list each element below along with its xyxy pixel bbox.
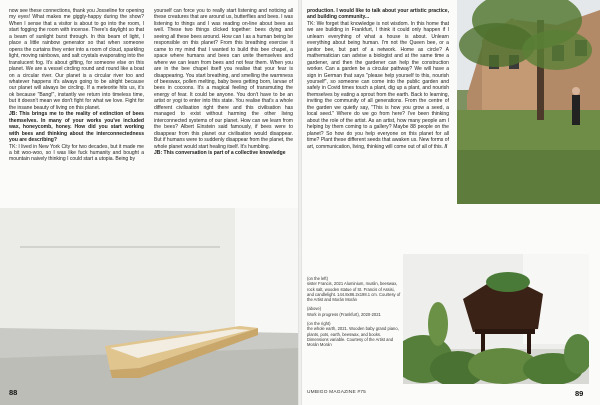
interview-question: production. I would like to talk about your artistic practice, and building community... [307,8,449,21]
page-number-right: 89 [575,389,584,398]
caption-left: (on the left) sister Francis, 2021 Aluminium, muslin, beeswax, rock salt, wooden statue of St. Francis of Assisi, and candlelight. 144.8x86.2x198.1 cm. Courtesy of the Artist and Morán Morán [307,276,401,303]
photo-house-garden [457,0,600,204]
text-column-2 [154,8,293,204]
interview-question: JB: This brings me to the reality of extinction of bees themselves. In many of your works you've included wax, honeycomb, honey. How did you start working with bees and thinking about the interconnectedness you are describing? [9,111,144,144]
text-column-3 [307,8,449,204]
paragraph: yourself can force you to really start listening and noticing all these creatures that are around us, butterflies and bees. I was listening to things and I was reading on-line about bees as well. These two things clicked together: bees dying and seeing all these bees around. How can I as a human being be responsible on this planet? From this breathing exercise it came to my mind that I wanted to build this bee chapel, a space where humans and bees can unite themselves and where we can learn from bees and not fear them. When you are in the bee chapel itself you realise that your fear is disappearing. You start breathing, and smelling the warmness of beeswax, pollen melting, baby bees getting born, larvae of bees in cocoons. It's a magical feeling of transmuting the energy of fear. It could be anyone. You don't have to be an artist or yogi to enter into this state. You realise that's a whole different civilisation right there and this civilisation has managed to exist without harming the other living interconnected systems of our planet. How can we learn from the bees? Albert Einstein said famously, if bees were to disappear from this planet our civilisation would disappear. But if humans were to suddenly disappear from the planet, the whole planet would start healing itself. It's humbling. [154,8,293,150]
paragraph: TK: We forget that knowledge is not wisdom. In this home that we are building in Frankfurt, I think it could only happen if I unlearn everything of what a house is about. Unlearn everything about being human. I'm not the Queen bee, or a janitor bee, but part of a network. Home as circle? A mathematician can advise a biologist and at the same time a gardener, and then the gardener can help the construction worker. Can a garden be a circular pathway? We will have a sign in German that says "please help yourself to this, nourish yourself", so someone can come into the public garden and safely in Covid times touch a plant, dig up a plant, and nourish themselves by eating a sprout from the earth. Back to learning, inviting the community of all generations. From the centre of the garden we quietly say, "This is how you grow a seed, a local seed." Where do we go from here? I've been thinking about the role of the artist. As an artist, how many people am I helping by them coming to a gallery? Maybe 88 people on the planet? So how do you help everyone on this planet for all time? Plant these different seeds that awaken us. New forms of art, communication, living, thinking will come out of all of this. [307,20,449,150]
paragraph: TK: I lived in New York City for two decades, but it made me a bit woo-woo, so I was like fuck humanity and bought a mountain naively thinking I could start a utopia. Being by [9,143,144,163]
caption-right: (on the right) the whole earth, 2021. Wooden baby grand piano, plants, pots, earth, beeswax, and books. Dimensions variable. Courtesy of the Artist and Morán Morán [307,321,399,348]
photo-piano-plants [403,254,589,384]
text-column-1 [9,8,144,204]
interview-question: JB: This conversation is part of a collective knowledge [154,149,286,156]
photo-captions [307,276,401,352]
caption-above: (above) Work in progress (Frankfurt), 2020-2021 [307,306,381,317]
end-mark: // [444,143,448,150]
photo-gallery-boat [0,208,298,405]
paragraph: now see these connections, thank you Josseline for opening my eyes! What makes me giggly-happy during the show? When I sense that a visitor is about to go into the room, I start fogging the room with incense. There's daylight so that a beam of sunlight burst through. In this beam of light, I place a little rainbow generator so that when someone opens the curtains they enter into a room of cloud, sparkling light, moving rainbows, and salt crystals evaporating into the translucent fog. It's about gifting, for someone else on this planet. We are a vessel circling round and round like a boat on a circular river. Our planet is a circular river too and whatever happens it's always going to be alright because our planet will always be circling. If a meteorite hits us, it's ok because "Bang!", instantly we return into timeless time, but it doesn't mean we don't fight for what we love. Fight for the insane beauty of living on this planet. [9,8,144,111]
page-gutter [298,0,302,405]
magazine-name: UMBIGO MAGAZINE #75 [307,390,366,395]
page-number-left: 88 [9,388,18,397]
